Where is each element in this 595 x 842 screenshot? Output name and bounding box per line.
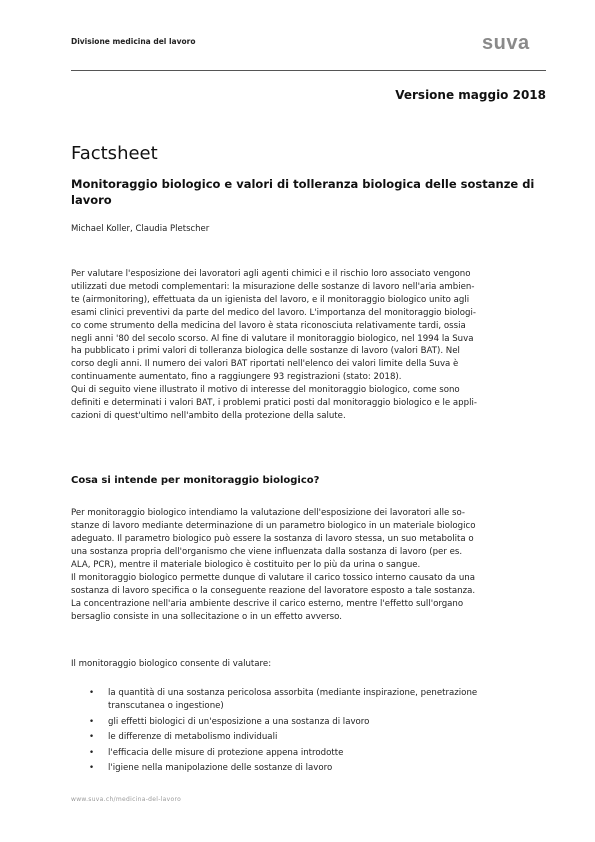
intro-line: cazioni di quest'ultimo nell'ambito della protezione della salute. [71, 410, 346, 421]
list-item [71, 716, 547, 729]
suva-logo: suva [482, 32, 530, 54]
bullet-icon: • [89, 732, 95, 742]
list-item-text: le differenze di metabolismo individuali [108, 732, 278, 742]
section-line: adeguato. Il parametro biologico può essere la sostanza di lavoro stessa, un suo metabolita o [71, 534, 474, 544]
bullet-icon: • [89, 716, 95, 727]
section-line: Per monitoraggio biologico intendiamo la valutazione dell'esposizione dei lavoratori alle so- [71, 508, 465, 518]
section-line: sostanza di lavoro specifica o la conseguente reazione del lavoratore esposto a tale sostanza. [71, 586, 476, 596]
section-line: ALA, PCR), mentre il materiale biologico è costituito per lo più da urina o sangue. [71, 560, 421, 570]
version-date: Versione maggio 2018 [395, 88, 546, 102]
intro-paragraph [71, 268, 547, 423]
list-item [71, 747, 547, 760]
intro-line: ha pubblicato i primi valori di tolleranza biologica delle sostanze di lavoro (valori BAT). Nel [71, 346, 460, 357]
list-item [71, 762, 547, 775]
intro-line: esami clinici preventivi da parte del medico del lavoro. L'importanza del monitoraggio biologi- [71, 307, 476, 318]
header-divider [71, 70, 546, 71]
doc-type-heading: Factsheet [71, 143, 158, 164]
section-line: Il monitoraggio biologico permette dunque di valutare il carico tossico interno causato da una [71, 573, 475, 583]
authors: Michael Koller, Claudia Pletscher [71, 224, 210, 234]
document-title: Monitoraggio biologico e valori di tolleranza biologica delle sostanze di lavoro [71, 177, 535, 207]
list-lead: Il monitoraggio biologico consente di valutare: [71, 659, 272, 669]
intro-line: utilizzati due metodi complementari: la misurazione delle sostanze di lavoro nell'aria ambien- [71, 281, 475, 292]
intro-line: Per valutare l'esposizione dei lavoratori agli agenti chimici e il rischio loro associato vengono [71, 269, 471, 279]
bullet-icon: • [89, 763, 95, 773]
list-item-text: transcutanea o ingestione) [108, 701, 224, 711]
bullet-list [71, 687, 547, 778]
list-item-text: gli effetti biologici di un'esposizione a una sostanza di lavoro [108, 716, 370, 727]
section-heading: Cosa si intende per monitoraggio biologico? [71, 475, 320, 486]
bullet-icon: • [89, 747, 95, 758]
list-item [71, 731, 547, 744]
intro-line: negli anni '80 del secolo scorso. Al fine di valutare il monitoraggio biologico, nel 1994 la Suva [71, 333, 474, 344]
section-line: una sostanza propria dell'organismo che viene influenzata dalla sostanza di lavoro (per es. [71, 547, 463, 557]
footer-url: www.suva.ch/medicina-del-lavoro [71, 796, 182, 803]
intro-line: definiti e determinati i valori BAT, i problemi pratici posti dal monitoraggio biologico e le appli- [71, 398, 477, 409]
bullet-icon: • [89, 688, 95, 698]
list-item-text: l'igiene nella manipolazione delle sostanze di lavoro [108, 763, 333, 773]
list-item [71, 687, 547, 713]
list-item-text: la quantità di una sostanza pericolosa assorbita (mediante inspirazione, penetrazione [108, 688, 478, 698]
intro-line: Qui di seguito viene illustrato il motivo di interesse del monitoraggio biologico, come sono [71, 385, 460, 396]
section-line: La concentrazione nell'aria ambiente descrive il carico esterno, mentre l'effetto sull'organo [71, 599, 464, 609]
list-item-text: l'efficacia delle misure di protezione appena introdotte [108, 747, 344, 758]
section-paragraph [71, 507, 547, 624]
section-line: stanze di lavoro mediante determinazione di un parametro biologico in un materiale biologico [71, 521, 476, 531]
intro-line: te (airmonitoring), effettuata da un igienista del lavoro, e il monitoraggio biologico unito agli [71, 294, 470, 305]
intro-line: co come strumento della medicina del lavoro è stata riconosciuta relativamente tardi, ossia [71, 320, 466, 331]
intro-line: corso degli anni. Il numero dei valori BAT riportati nell'elenco dei valori limite della Suva è [71, 359, 459, 370]
department-label: Divisione medicina del lavoro [71, 37, 196, 46]
section-line: bersaglio consiste in una sollecitazione o in un effetto avverso. [71, 612, 343, 622]
intro-line: continuamente aumentato, fino a raggiungere 93 registrazioni (stato: 2018). [71, 372, 402, 383]
